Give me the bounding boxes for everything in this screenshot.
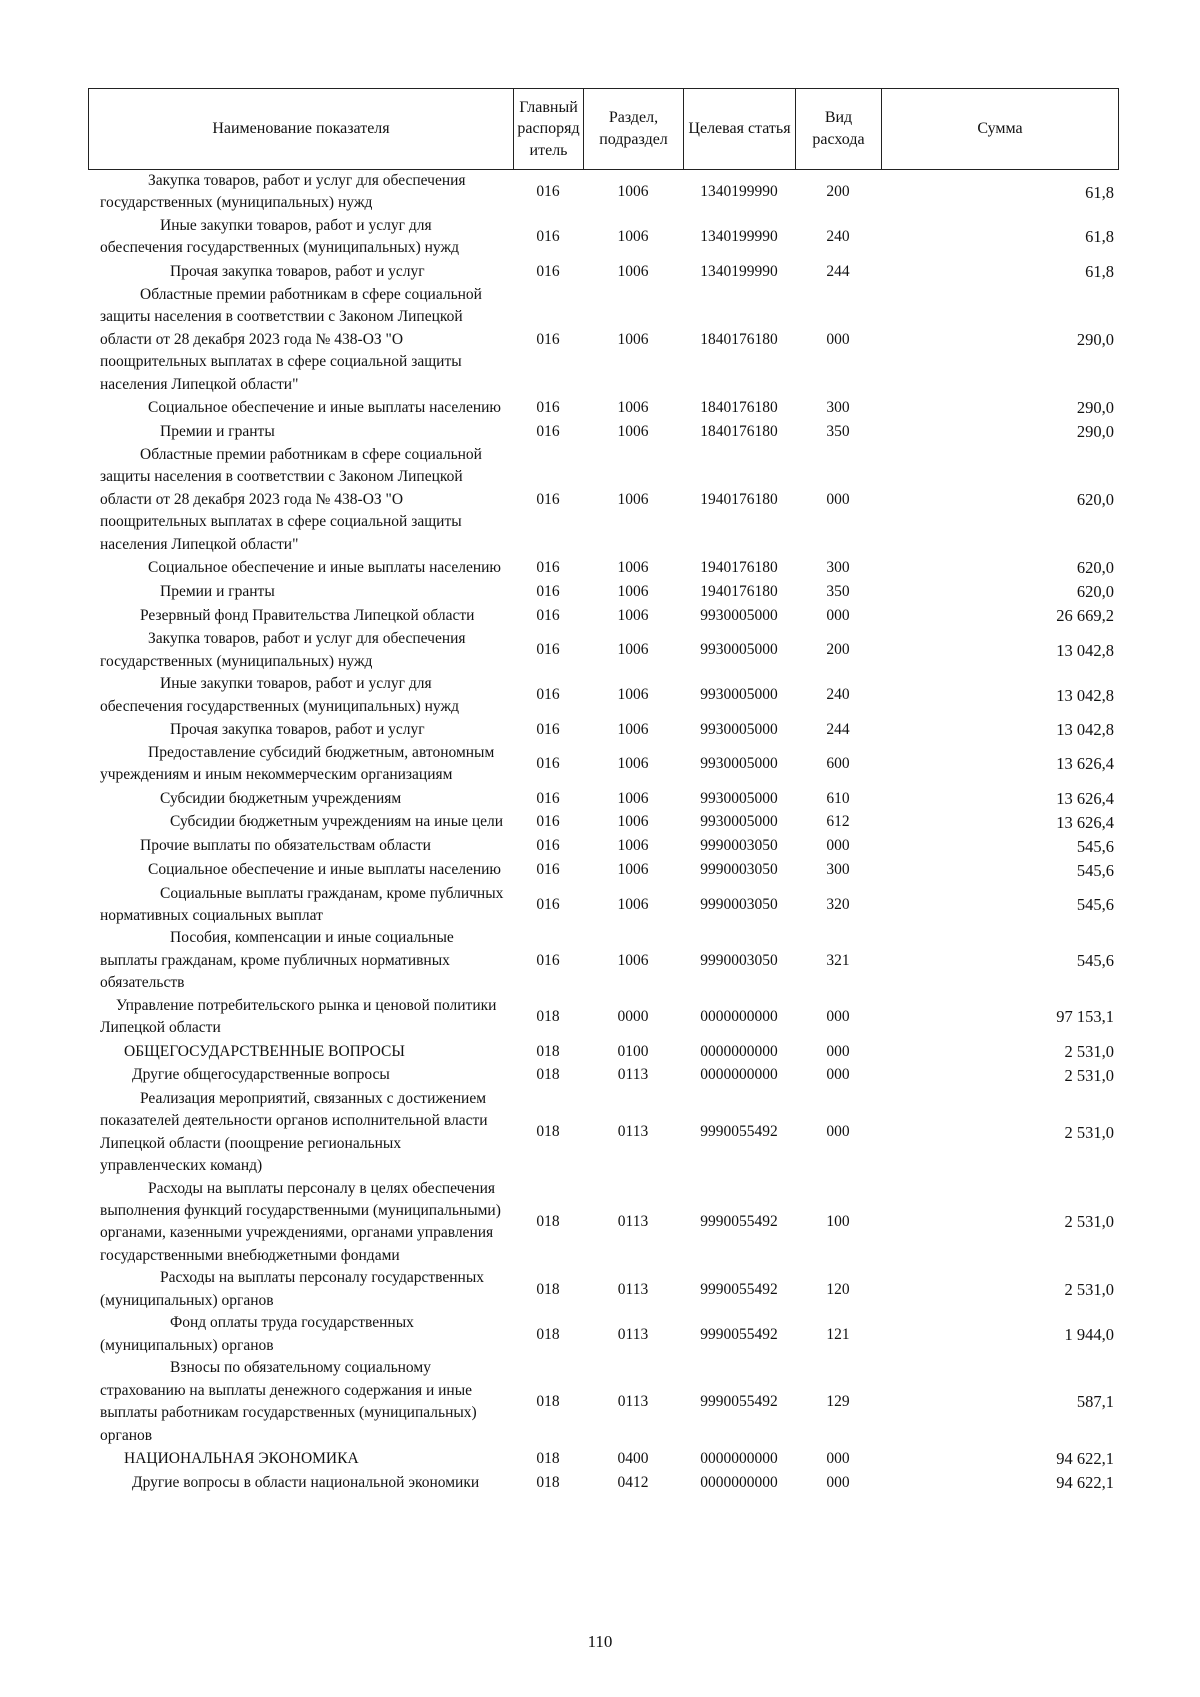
row-expense-type: 000 [826, 1473, 850, 1491]
row-chief-manager: 016 [536, 686, 560, 704]
row-name: Реализация мероприятий, связанных с достижением показателей деятельности органов исполнительной власти Липецкой области (поощрение региональных управленческих команд) [100, 1089, 488, 1175]
row-target-article: 1940176180 [700, 582, 778, 600]
row-target-article: 1340199990 [700, 262, 778, 280]
row-sum: 13 626,4 [1056, 788, 1114, 808]
row-target-article: 9990003050 [700, 951, 778, 969]
row-chief-manager: 018 [536, 1008, 560, 1026]
row-chief-manager: 016 [536, 606, 560, 624]
row-name: ОБЩЕГОСУДАРСТВЕННЫЕ ВОПРОСЫ [124, 1042, 405, 1060]
row-target-article: 1340199990 [700, 183, 778, 201]
row-expense-type: 000 [826, 1008, 850, 1026]
row-name: Закупка товаров, работ и услуг для обеспечения государственных (муниципальных) нужд [100, 630, 466, 670]
row-chief-manager: 016 [536, 861, 560, 879]
row-section: 0412 [617, 1473, 649, 1491]
row-section: 1006 [617, 895, 649, 913]
table-row [88, 995, 1118, 1040]
row-expense-type: 200 [826, 183, 850, 201]
row-sum: 2 531,0 [1064, 1041, 1114, 1061]
header-sum: Сумма [882, 89, 1119, 170]
row-sum: 620,0 [1076, 582, 1114, 602]
row-target-article: 9990055492 [700, 1325, 778, 1343]
row-target-article: 9930005000 [700, 686, 778, 704]
row-name: Социальное обеспечение и иные выплаты населению [148, 398, 502, 416]
table-row [88, 580, 1118, 604]
row-sum: 94 622,1 [1056, 1473, 1114, 1493]
row-chief-manager: 016 [536, 228, 560, 246]
table-row [88, 628, 1118, 673]
row-chief-manager: 018 [536, 1123, 560, 1141]
row-target-article: 9990003050 [700, 837, 778, 855]
table-row [88, 787, 1118, 811]
row-expense-type: 000 [826, 330, 850, 348]
row-sum: 545,6 [1076, 951, 1114, 971]
row-name: Прочая закупка товаров, работ и услуг [170, 262, 425, 280]
table-row [88, 811, 1118, 835]
row-sum: 61,8 [1085, 227, 1114, 247]
row-expense-type: 350 [826, 582, 850, 600]
row-expense-type: 000 [826, 1042, 850, 1060]
table-row [88, 1178, 1118, 1268]
row-section: 1006 [617, 582, 649, 600]
row-section: 1006 [617, 262, 649, 280]
row-target-article: 1940176180 [700, 490, 778, 508]
row-expense-type: 300 [826, 861, 850, 879]
row-target-article: 1840176180 [700, 398, 778, 416]
table-row [88, 742, 1118, 787]
row-target-article: 9990055492 [700, 1280, 778, 1298]
row-sum: 13 042,8 [1056, 719, 1114, 739]
row-sum: 2 531,0 [1064, 1279, 1114, 1299]
row-name: Субсидии бюджетным учреждениям на иные цели [170, 813, 504, 831]
row-section: 1006 [617, 686, 649, 704]
row-sum: 290,0 [1076, 330, 1114, 349]
row-expense-type: 300 [826, 398, 850, 416]
row-section: 1006 [617, 861, 649, 879]
row-target-article: 9990055492 [700, 1123, 778, 1141]
row-name: Социальное обеспечение и иные выплаты населению [148, 559, 502, 577]
row-chief-manager: 016 [536, 582, 560, 600]
budget-table [88, 170, 1118, 1495]
row-section: 0000 [617, 1008, 649, 1026]
table-row [88, 396, 1118, 420]
row-chief-manager: 016 [536, 398, 560, 416]
row-sum: 620,0 [1076, 490, 1114, 510]
row-expense-type: 129 [826, 1392, 850, 1410]
row-chief-manager: 018 [536, 1392, 560, 1410]
row-section: 1006 [617, 422, 649, 440]
table-row [88, 260, 1118, 284]
row-chief-manager: 016 [536, 262, 560, 280]
row-chief-manager: 016 [536, 720, 560, 738]
table-row [88, 1064, 1118, 1088]
table-row [88, 1040, 1118, 1064]
row-section: 1006 [617, 755, 649, 773]
row-section: 0113 [617, 1325, 649, 1343]
row-target-article: 1840176180 [700, 330, 778, 348]
row-section: 1006 [617, 951, 649, 969]
row-sum: 2 531,0 [1064, 1122, 1114, 1142]
row-target-article: 1940176180 [700, 559, 778, 577]
row-sum: 97 153,1 [1056, 1007, 1114, 1027]
row-name: Расходы на выплаты персоналу в целях обеспечения выполнения функций государственными (муниципальными) органами, казенными учреждениями, органами управления государственными внебюджетными фондами [100, 1179, 501, 1264]
row-target-article: 9930005000 [700, 789, 778, 807]
row-chief-manager: 018 [536, 1325, 560, 1343]
row-name: Областные премии работникам в сфере социальной защиты населения в соответствии с Законом Липецкой области от 28 декабря 2023 года № 438-ОЗ "О поощрительных выплатах в сфере социальной защиты населения Липецкой области" [100, 445, 482, 553]
row-section: 1006 [617, 330, 649, 348]
row-target-article: 9930005000 [700, 720, 778, 738]
table-row [88, 215, 1118, 260]
row-sum: 545,6 [1076, 895, 1114, 915]
row-chief-manager: 016 [536, 789, 560, 807]
row-sum: 94 622,1 [1056, 1449, 1114, 1469]
row-name: Другие общегосударственные вопросы [132, 1066, 390, 1084]
row-expense-type: 240 [826, 228, 850, 246]
row-sum: 26 669,2 [1056, 606, 1114, 626]
row-sum: 61,8 [1085, 261, 1114, 281]
row-section: 1006 [617, 398, 649, 416]
row-expense-type: 121 [826, 1325, 850, 1343]
row-expense-type: 240 [826, 686, 850, 704]
table-row [88, 718, 1118, 742]
row-expense-type: 610 [826, 789, 850, 807]
row-name: Субсидии бюджетным учреждениям [160, 789, 402, 807]
row-chief-manager: 016 [536, 641, 560, 659]
row-target-article: 9930005000 [700, 755, 778, 773]
row-chief-manager: 018 [536, 1473, 560, 1491]
row-name: Пособия, компенсации и иные социальные выплаты гражданам, кроме публичных нормативных обязательств [100, 929, 454, 992]
row-expense-type: 000 [826, 1066, 850, 1084]
row-name: Управление потребительского рынка и ценовой политики Липецкой области [100, 996, 497, 1037]
row-section: 1006 [617, 813, 649, 831]
row-name: Резервный фонд Правительства Липецкой области [140, 606, 475, 624]
row-name: Иные закупки товаров, работ и услуг для обеспечения государственных (муниципальных) нужд [100, 675, 460, 715]
table-row [88, 835, 1118, 859]
row-section: 0113 [617, 1280, 649, 1298]
header-chief-manager: Главный распоряд итель [514, 89, 584, 170]
row-section: 0113 [617, 1392, 649, 1410]
row-section: 1006 [617, 641, 649, 659]
row-chief-manager: 016 [536, 813, 560, 831]
row-section: 1006 [617, 183, 649, 201]
row-section: 0113 [617, 1066, 649, 1084]
row-section: 1006 [617, 606, 649, 624]
row-section: 0113 [617, 1213, 649, 1231]
row-name: Закупка товаров, работ и услуг для обеспечения государственных (муниципальных) нужд [100, 172, 466, 212]
row-sum: 2 531,0 [1064, 1065, 1114, 1085]
row-sum: 545,6 [1076, 860, 1114, 880]
header-target-article: Целевая статья [684, 89, 796, 170]
header-section: Раздел, подраздел [584, 89, 684, 170]
table-row [88, 444, 1118, 556]
row-expense-type: 000 [826, 490, 850, 508]
row-section: 0113 [617, 1123, 649, 1141]
row-chief-manager: 016 [536, 559, 560, 577]
row-chief-manager: 016 [536, 330, 560, 348]
row-name: Премии и гранты [160, 422, 275, 440]
row-chief-manager: 018 [536, 1449, 560, 1467]
row-target-article: 1840176180 [700, 422, 778, 440]
row-name: Премии и гранты [160, 582, 275, 600]
row-expense-type: 200 [826, 641, 850, 659]
row-target-article: 9990003050 [700, 861, 778, 879]
table-row [88, 859, 1118, 883]
header-name: Наименование показателя [89, 89, 514, 170]
row-expense-type: 612 [826, 813, 850, 831]
page-number: 110 [587, 1632, 613, 1651]
row-expense-type: 320 [826, 895, 850, 913]
table-row [88, 927, 1118, 994]
row-chief-manager: 018 [536, 1066, 560, 1084]
row-target-article: 0000000000 [700, 1042, 778, 1060]
row-sum: 620,0 [1076, 558, 1114, 578]
row-section: 1006 [617, 559, 649, 577]
row-expense-type: 100 [826, 1213, 850, 1231]
row-chief-manager: 016 [536, 490, 560, 508]
row-target-article: 9990055492 [700, 1392, 778, 1410]
row-sum: 290,0 [1076, 398, 1114, 418]
row-name: Иные закупки товаров, работ и услуг для обеспечения государственных (муниципальных) нужд [100, 216, 460, 257]
row-name: Фонд оплаты труда государственных (муниципальных) органов [100, 1314, 414, 1354]
row-name: Социальное обеспечение и иные выплаты населению [148, 861, 502, 879]
row-name: Прочие выплаты по обязательствам области [140, 837, 431, 855]
row-sum: 2 531,0 [1064, 1212, 1114, 1232]
table-row [88, 1312, 1118, 1357]
table-row [88, 420, 1118, 444]
row-name: Социальные выплаты гражданам, кроме публичных нормативных социальных выплат [100, 884, 504, 924]
table-row [88, 1447, 1118, 1471]
row-target-article: 9990055492 [700, 1213, 778, 1231]
table-row [88, 1357, 1118, 1447]
row-chief-manager: 018 [536, 1280, 560, 1298]
table-row [88, 883, 1118, 928]
row-section: 1006 [617, 720, 649, 738]
table-row [88, 284, 1118, 396]
row-sum: 587,1 [1076, 1392, 1114, 1412]
table-row [88, 1471, 1118, 1495]
row-name: Предоставление субсидий бюджетным, автономным учреждениям и иным некоммерческим организациям [100, 743, 495, 784]
table-row [88, 170, 1118, 215]
row-chief-manager: 016 [536, 183, 560, 201]
table-row [88, 673, 1118, 718]
row-name: Расходы на выплаты персоналу государственных (муниципальных) органов [100, 1269, 484, 1309]
table-header [88, 88, 1119, 170]
row-name: Областные премии работникам в сфере социальной защиты населения в соответствии с Законом Липецкой области от 28 декабря 2023 года № 438-ОЗ "О поощрительных выплатах в сфере социальной защиты населения Липецкой области" [100, 285, 482, 393]
row-name: Взносы по обязательному социальному страхованию на выплаты денежного содержания и иные выплаты работникам государственных (муниципальных) органов [100, 1359, 477, 1444]
table-row [88, 604, 1118, 628]
row-target-article: 0000000000 [700, 1066, 778, 1084]
row-target-article: 0000000000 [700, 1449, 778, 1467]
table-row [88, 1267, 1118, 1312]
row-target-article: 1340199990 [700, 228, 778, 246]
row-expense-type: 300 [826, 559, 850, 577]
row-expense-type: 120 [826, 1280, 850, 1298]
row-sum: 61,8 [1085, 182, 1114, 202]
row-target-article: 9930005000 [700, 813, 778, 831]
row-chief-manager: 016 [536, 422, 560, 440]
row-sum: 13 626,4 [1056, 812, 1114, 832]
row-target-article: 0000000000 [700, 1473, 778, 1491]
row-section: 0400 [617, 1449, 649, 1467]
row-target-article: 9930005000 [700, 641, 778, 659]
row-expense-type: 000 [826, 606, 850, 624]
row-section: 0100 [617, 1042, 649, 1060]
row-section: 1006 [617, 228, 649, 246]
row-expense-type: 000 [826, 1449, 850, 1467]
row-name: Прочая закупка товаров, работ и услуг [170, 720, 425, 738]
row-chief-manager: 018 [536, 1042, 560, 1060]
row-sum: 13 042,8 [1056, 640, 1114, 660]
row-name: НАЦИОНАЛЬНАЯ ЭКОНОМИКА [124, 1449, 359, 1467]
row-expense-type: 000 [826, 1123, 850, 1141]
row-chief-manager: 018 [536, 1213, 560, 1231]
budget-table-body [88, 170, 1118, 1495]
row-chief-manager: 016 [536, 837, 560, 855]
row-section: 1006 [617, 490, 649, 508]
row-expense-type: 321 [826, 951, 850, 969]
row-expense-type: 600 [826, 755, 850, 773]
row-sum: 13 626,4 [1056, 754, 1114, 774]
row-expense-type: 244 [826, 262, 850, 280]
row-target-article: 9930005000 [700, 606, 778, 624]
row-target-article: 9990003050 [700, 895, 778, 913]
document-page [88, 88, 1118, 1495]
row-sum: 290,0 [1076, 422, 1114, 442]
row-section: 1006 [617, 789, 649, 807]
row-sum: 13 042,8 [1056, 685, 1114, 705]
row-sum: 545,6 [1076, 836, 1114, 856]
row-chief-manager: 016 [536, 951, 560, 969]
row-expense-type: 244 [826, 720, 850, 738]
row-section: 1006 [617, 837, 649, 855]
row-expense-type: 000 [826, 837, 850, 855]
table-row [88, 1088, 1118, 1178]
row-chief-manager: 016 [536, 755, 560, 773]
header-expense-type: Вид расхода [796, 89, 882, 170]
row-expense-type: 350 [826, 422, 850, 440]
table-row [88, 556, 1118, 580]
row-target-article: 0000000000 [700, 1008, 778, 1026]
row-sum: 1 944,0 [1064, 1324, 1114, 1344]
row-chief-manager: 016 [536, 895, 560, 913]
row-name: Другие вопросы в области национальной экономики [132, 1473, 480, 1491]
